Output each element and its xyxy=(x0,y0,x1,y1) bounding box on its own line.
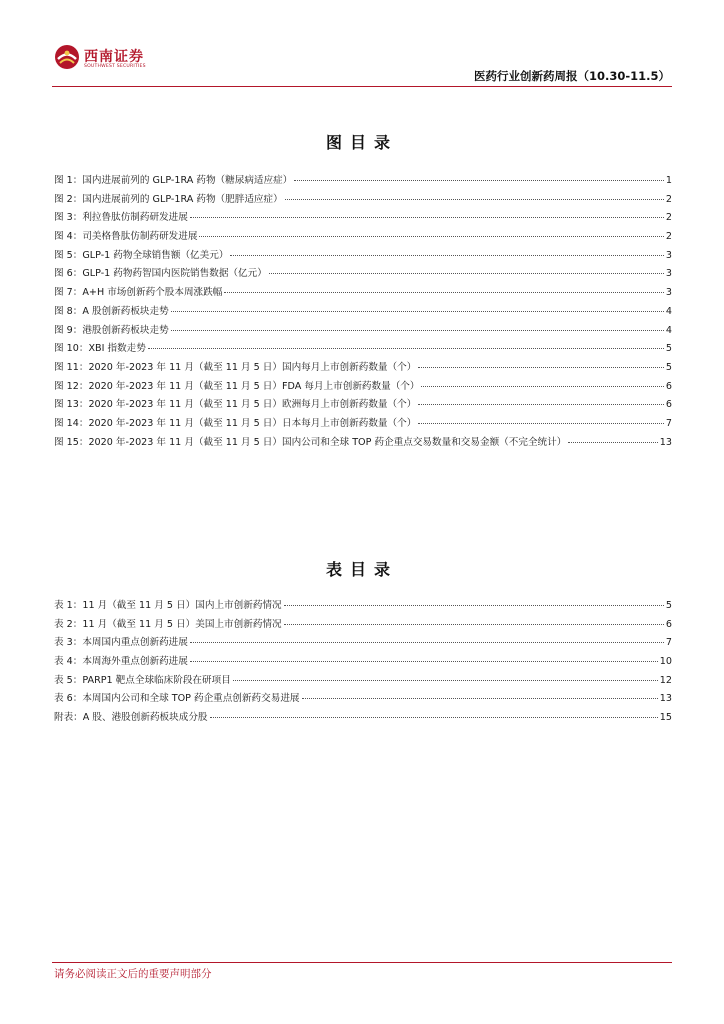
toc-entry-label: 图 7：A+H 市场创新药个股本周涨跌幅 xyxy=(54,287,223,299)
tables-toc-title: 表目录 xyxy=(325,560,398,579)
logo-emblem-icon xyxy=(54,44,80,70)
toc-entry[interactable] xyxy=(54,284,672,303)
toc-entry-label: 图 12：2020 年-2023 年 11 月（截至 11 月 5 日）FDA 每月上市创新药数量（个） xyxy=(54,380,420,392)
toc-entry[interactable] xyxy=(54,228,672,247)
toc-entry-page: 7 xyxy=(665,637,672,649)
toc-entry-label: 图 9：港股创新药板块走势 xyxy=(54,324,169,336)
toc-entry[interactable] xyxy=(54,672,672,691)
toc-entry[interactable] xyxy=(54,191,672,210)
toc-entry-page: 6 xyxy=(665,618,672,630)
toc-entry[interactable] xyxy=(54,434,672,453)
toc-entry-label: 表 1：11 月（截至 11 月 5 日）国内上市创新药情况 xyxy=(54,600,282,611)
toc-entry-label: 表 5：PARP1 靶点全球临床阶段在研项目 xyxy=(54,674,231,686)
header-divider xyxy=(52,86,672,87)
toc-leader-dots xyxy=(418,367,664,368)
toc-leader-dots xyxy=(190,642,664,643)
toc-entry-label: 图 11：2020 年-2023 年 11 月（截至 11 月 5 日）国内每月上市创新药数量（个） xyxy=(54,361,417,373)
toc-entry-page: 5 xyxy=(665,343,672,355)
toc-entry[interactable] xyxy=(54,247,672,266)
toc-entry-label: 图 3：利拉鲁肽仿制药研发进展 xyxy=(54,212,188,224)
toc-entry-page: 5 xyxy=(665,361,672,373)
toc-entry-label: 图 5：GLP-1 药物全球销售额（亿美元） xyxy=(54,249,229,261)
toc-entry-label: 表 4：本周海外重点创新药进展 xyxy=(54,656,188,668)
toc-leader-dots xyxy=(190,217,664,218)
logo-text-en: SOUTHWEST SECURITIES xyxy=(84,64,146,69)
toc-entry-label: 图 8：A 股创新药板块走势 xyxy=(54,305,169,317)
toc-leader-dots xyxy=(284,605,664,606)
toc-entry[interactable] xyxy=(54,597,672,616)
toc-entry-label: 附表：A 股、港股创新药板块成分股 xyxy=(54,712,208,724)
toc-entry[interactable] xyxy=(54,396,672,415)
toc-entry-label: 图 4：司美格鲁肽仿制药研发进展 xyxy=(54,231,198,243)
toc-entry-page: 3 xyxy=(665,249,672,261)
footer-divider xyxy=(52,962,672,963)
toc-entry-label: 表 2：11 月（截至 11 月 5 日）美国上市创新药情况 xyxy=(54,618,282,630)
toc-leader-dots xyxy=(199,236,663,237)
toc-entry-page: 3 xyxy=(665,268,672,280)
toc-leader-dots xyxy=(230,255,663,256)
toc-leader-dots xyxy=(171,330,664,331)
toc-leader-dots xyxy=(285,199,664,200)
toc-entry[interactable] xyxy=(54,359,672,378)
toc-leader-dots xyxy=(421,386,663,387)
toc-entry-page: 2 xyxy=(665,212,672,224)
toc-entry-page: 12 xyxy=(659,674,672,686)
toc-leader-dots xyxy=(302,698,658,699)
report-title: 医药行业创新药周报（10.30-11.5） xyxy=(473,69,670,83)
toc-leader-dots xyxy=(269,273,664,274)
toc-leader-dots xyxy=(224,292,664,293)
footer-disclaimer: 请务必阅读正文后的重要声明部分 xyxy=(54,968,212,980)
toc-entry-page: 7 xyxy=(665,417,672,429)
logo-text-cn: 西南证券 xyxy=(84,49,144,65)
toc-entry[interactable] xyxy=(54,322,672,341)
toc-leader-dots xyxy=(233,680,658,681)
toc-entry-page: 6 xyxy=(665,399,672,411)
toc-leader-dots xyxy=(568,442,657,443)
figures-toc-title: 图目录 xyxy=(325,133,398,152)
toc-entry-page: 4 xyxy=(665,324,672,336)
toc-entry-page: 2 xyxy=(665,193,672,205)
toc-entry-page: 13 xyxy=(659,436,672,448)
toc-entry[interactable] xyxy=(54,653,672,672)
toc-entry[interactable] xyxy=(54,709,672,728)
toc-entry-label: 图 6：GLP-1 药物药智国内医院销售数据（亿元） xyxy=(54,268,267,280)
toc-entry-label: 图 15：2020 年-2023 年 11 月（截至 11 月 5 日）国内公司和全球 TOP 药企重点交易数量和交易金额（不完全统计） xyxy=(54,436,567,448)
toc-leader-dots xyxy=(418,404,664,405)
toc-entry-label: 图 13：2020 年-2023 年 11 月（截至 11 月 5 日）欧洲每月上市创新药数量（个） xyxy=(54,399,417,411)
toc-entry-page: 10 xyxy=(659,656,672,668)
toc-entry-page: 2 xyxy=(665,231,672,243)
toc-leader-dots xyxy=(148,348,664,349)
toc-entry-label: 图 2：国内进展前列的 GLP-1RA 药物（肥胖适应症） xyxy=(54,193,283,205)
toc-entry[interactable] xyxy=(54,415,672,434)
toc-entry-label: 表 3：本周国内重点创新药进展 xyxy=(54,637,188,649)
toc-entry[interactable] xyxy=(54,340,672,359)
toc-entry[interactable] xyxy=(54,378,672,397)
toc-entry-label: 表 6：本周国内公司和全球 TOP 药企重点创新药交易进展 xyxy=(54,693,300,705)
toc-entry[interactable] xyxy=(54,690,672,709)
toc-entry-label: 图 10：XBI 指数走势 xyxy=(54,343,146,355)
toc-entry-page: 1 xyxy=(665,175,672,186)
toc-entry-label: 图 14：2020 年-2023 年 11 月（截至 11 月 5 日）日本每月上市创新药数量（个） xyxy=(54,417,417,429)
tables-toc-list xyxy=(54,597,672,728)
toc-leader-dots xyxy=(171,311,664,312)
toc-entry-page: 5 xyxy=(665,600,672,611)
toc-entry-page: 13 xyxy=(659,693,672,705)
toc-entry[interactable] xyxy=(54,303,672,322)
toc-leader-dots xyxy=(294,180,664,181)
toc-leader-dots xyxy=(418,423,664,424)
toc-entry-label: 图 1：国内进展前列的 GLP-1RA 药物（糖尿病适应症） xyxy=(54,175,293,186)
toc-entry[interactable] xyxy=(54,209,672,228)
toc-entry[interactable] xyxy=(54,616,672,635)
toc-leader-dots xyxy=(210,717,658,718)
company-logo xyxy=(54,44,154,74)
toc-entry-page: 15 xyxy=(659,712,672,724)
toc-entry[interactable] xyxy=(54,265,672,284)
figures-toc-list xyxy=(54,172,672,452)
toc-entry[interactable] xyxy=(54,634,672,653)
toc-entry-page: 6 xyxy=(665,380,672,392)
page-header xyxy=(0,0,724,90)
toc-entry[interactable] xyxy=(54,172,672,191)
toc-leader-dots xyxy=(190,661,658,662)
toc-entry-page: 3 xyxy=(665,287,672,299)
toc-entry-page: 4 xyxy=(665,305,672,317)
toc-leader-dots xyxy=(284,624,664,625)
